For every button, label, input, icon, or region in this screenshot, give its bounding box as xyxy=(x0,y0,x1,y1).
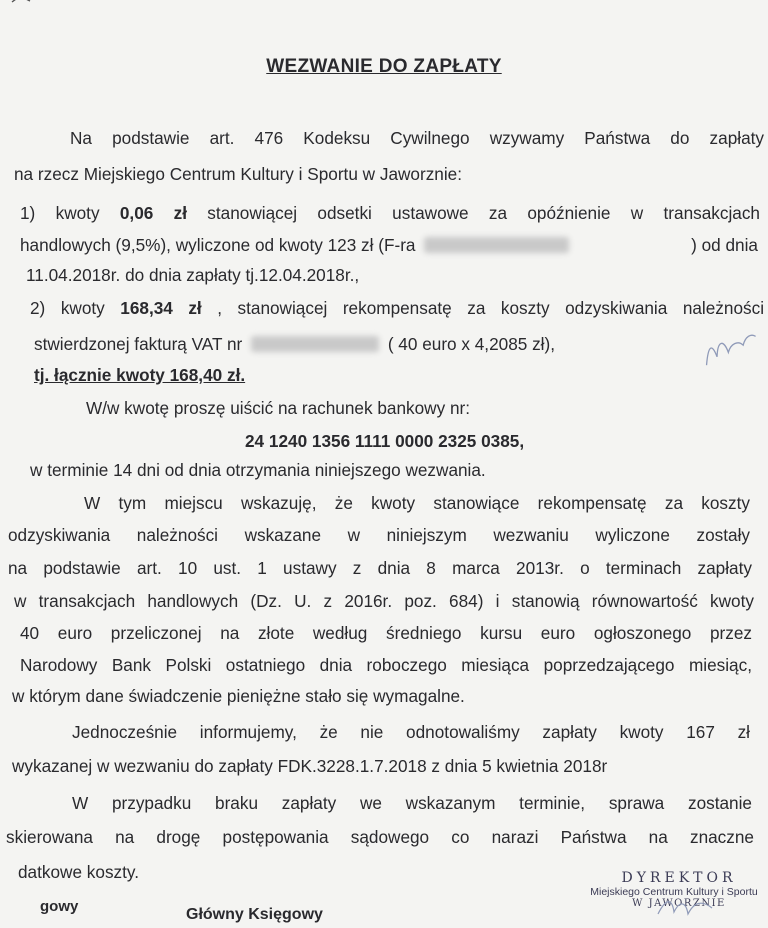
para-2-line-2: odzyskiwania należności wskazane w niniejszym wezwaniu wyliczone zostały xyxy=(8,525,750,545)
redacted-vat-invoice-number xyxy=(251,336,379,352)
stamp-organization: Miejskiego Centrum Kultury i Sportu xyxy=(590,886,758,898)
item-2-rest: , stanowiącej rekompensatę za koszty odzyskiwania należności xyxy=(217,298,765,318)
item-1-line-3: 11.04.2018r. do dnia zapłaty tj.12.04.2018r., xyxy=(26,265,360,285)
item-1-rest: stanowiącej odsetki ustawowe za opóźnienie w transakcjach xyxy=(207,203,760,223)
director-signature xyxy=(656,892,716,926)
para-2-line-1: W tym miejscu wskazuję, że kwoty stanowiące rekompensatę za koszty xyxy=(84,493,750,513)
para-3-line-2: wykazanej w wezwaniu do zapłaty FDK.3228.1.7.2018 z dnia 5 kwietnia 2018r xyxy=(12,756,608,776)
item-1-amount: 0,06 zł xyxy=(119,203,187,223)
para-4-line-1: W przypadku braku zapłaty we wskazanym terminie, sprawa zostanie xyxy=(72,793,752,813)
item-2-line-1 xyxy=(0,300,768,317)
handwritten-initials xyxy=(696,324,763,377)
stamp-title: DYREKTOR xyxy=(621,870,737,886)
payment-deadline: w terminie 14 dni od dnia otrzymania niniejszego wezwania. xyxy=(30,460,486,480)
intro-line-1: Na podstawie art. 476 Kodeksu Cywilnego wzywamy Państwa do zapłaty xyxy=(70,128,764,148)
item-1-pre: kwoty xyxy=(55,203,100,223)
item-2-line-2 xyxy=(34,336,555,353)
chief-accountant-label: Główny Księgowy xyxy=(186,906,323,923)
para-4-line-2: skierowana na drogę postępowania sądowego co narazi Państwa na znaczne xyxy=(6,827,754,847)
para-2-line-4: w transakcjach handlowych (Dz. U. z 2016r. poz. 684) i stanowią równowartość kwoty xyxy=(14,591,754,611)
item-1-line-2 xyxy=(20,237,758,254)
item-1-line-2-post: ) od dnia xyxy=(691,235,758,255)
item-2-amount: 168,34 zł xyxy=(120,298,202,318)
para-2-line-7: w którym dane świadczenie pieniężne stało się wymagalne. xyxy=(12,686,465,706)
para-2-line-3: na podstawie art. 10 ust. 1 ustawy z dnia 8 marca 2013r. o terminach zapłaty xyxy=(8,558,752,578)
total-amount: tj. łącznie kwoty 168,40 zł. xyxy=(34,365,246,385)
item-2-number: 2) xyxy=(30,298,46,318)
corner-scan-mark xyxy=(8,0,48,6)
bank-account-number: 24 1240 1356 1111 0000 2325 0385, xyxy=(245,431,525,451)
item-2-line-2-post: ( 40 euro x 4,2085 zł), xyxy=(387,334,556,354)
item-2-pre: kwoty xyxy=(60,298,105,318)
footer-left-fragment: gowy xyxy=(40,898,79,915)
para-2-line-5: 40 euro przeliczonej na złote według średniego kursu euro ogłoszonego przez xyxy=(20,623,752,643)
item-2-line-2-pre: stwierdzonej fakturą VAT nr xyxy=(34,334,243,354)
payment-instruction: W/w kwotę proszę uiścić na rachunek bankowy nr: xyxy=(86,398,471,418)
stamp-city: W JAWORZNIE xyxy=(632,898,726,909)
para-2-line-6: Narodowy Bank Polski ostatniego dnia roboczego miesiąca poprzedzającego miesiąc, xyxy=(20,655,752,675)
item-1-line-1 xyxy=(0,205,768,222)
para-3-line-1: Jednocześnie informujemy, że nie odnotowaliśmy zapłaty kwoty 167 zł xyxy=(72,722,750,742)
redacted-invoice-number xyxy=(424,237,569,253)
document-title: WEZWANIE DO ZAPŁATY xyxy=(266,56,502,77)
item-1-number: 1) xyxy=(20,203,36,223)
item-1-line-2-pre: handlowych (9,5%), wyliczone od kwoty 123 zł (F-ra xyxy=(20,235,416,255)
intro-line-2: na rzecz Miejskiego Centrum Kultury i Sportu w Jaworznie: xyxy=(14,164,462,184)
para-4-line-3: datkowe koszty. xyxy=(18,862,139,882)
